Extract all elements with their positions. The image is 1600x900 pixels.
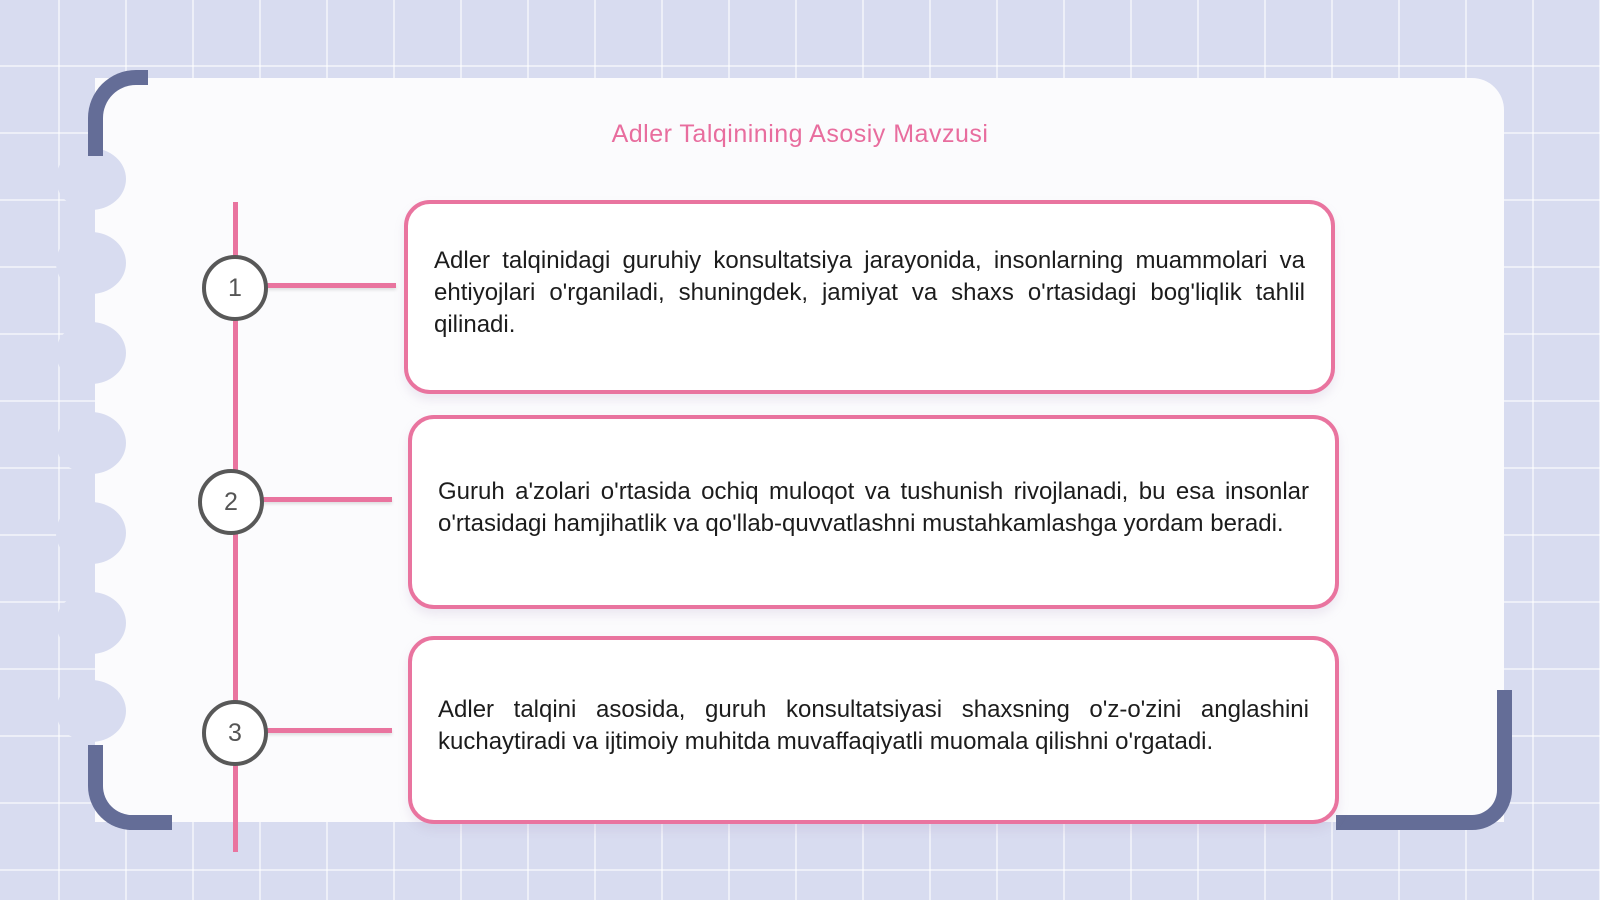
step-connector xyxy=(266,283,396,288)
notebook-edge-notch xyxy=(56,412,126,474)
notebook-edge-notch xyxy=(56,592,126,654)
notebook-edge-notch xyxy=(56,502,126,564)
notebook-edge-notch xyxy=(56,680,126,742)
step-number-circle: 2 xyxy=(198,469,264,535)
frame-bracket-bottom-right xyxy=(1336,690,1512,830)
step-text: Guruh a'zolari o'rtasida ochiq muloqot va tushunish rivojlanadi, bu esa insonlar o'rtasidagi hamjihatlik va qo'llab-quvvatlashni mustahkamlashga yordam beradi. xyxy=(438,478,1309,537)
notebook-edge-notch xyxy=(56,148,126,210)
step-card xyxy=(408,415,1339,609)
frame-bracket-bottom-left xyxy=(88,745,172,830)
step-connector xyxy=(262,497,392,502)
notebook-edge-notch xyxy=(56,232,126,294)
step-number-circle: 3 xyxy=(202,700,268,766)
step-text: Adler talqinidagi guruhiy konsultatsiya jarayonida, insonlarning muammolari va ehtiyojlari o'rganiladi, shuningdek, jamiyat va shaxs o'rtasidagi bog'liqlik tahlil qilinadi. xyxy=(434,247,1305,338)
step-text: Adler talqini asosida, guruh konsultatsiyasi shaxsning o'z-o'zini anglashini kuchaytiradi va ijtimoiy muhitda muvaffaqiyatli muomala qilishni o'rgatadi. xyxy=(438,696,1309,755)
step-card xyxy=(408,636,1339,824)
step-card xyxy=(404,200,1335,394)
notebook-edge-notch xyxy=(56,322,126,384)
step-number-circle: 1 xyxy=(202,255,268,321)
slide-title: Adler Talqinining Asosiy Mavzusi xyxy=(611,120,989,148)
step-connector xyxy=(266,728,392,733)
